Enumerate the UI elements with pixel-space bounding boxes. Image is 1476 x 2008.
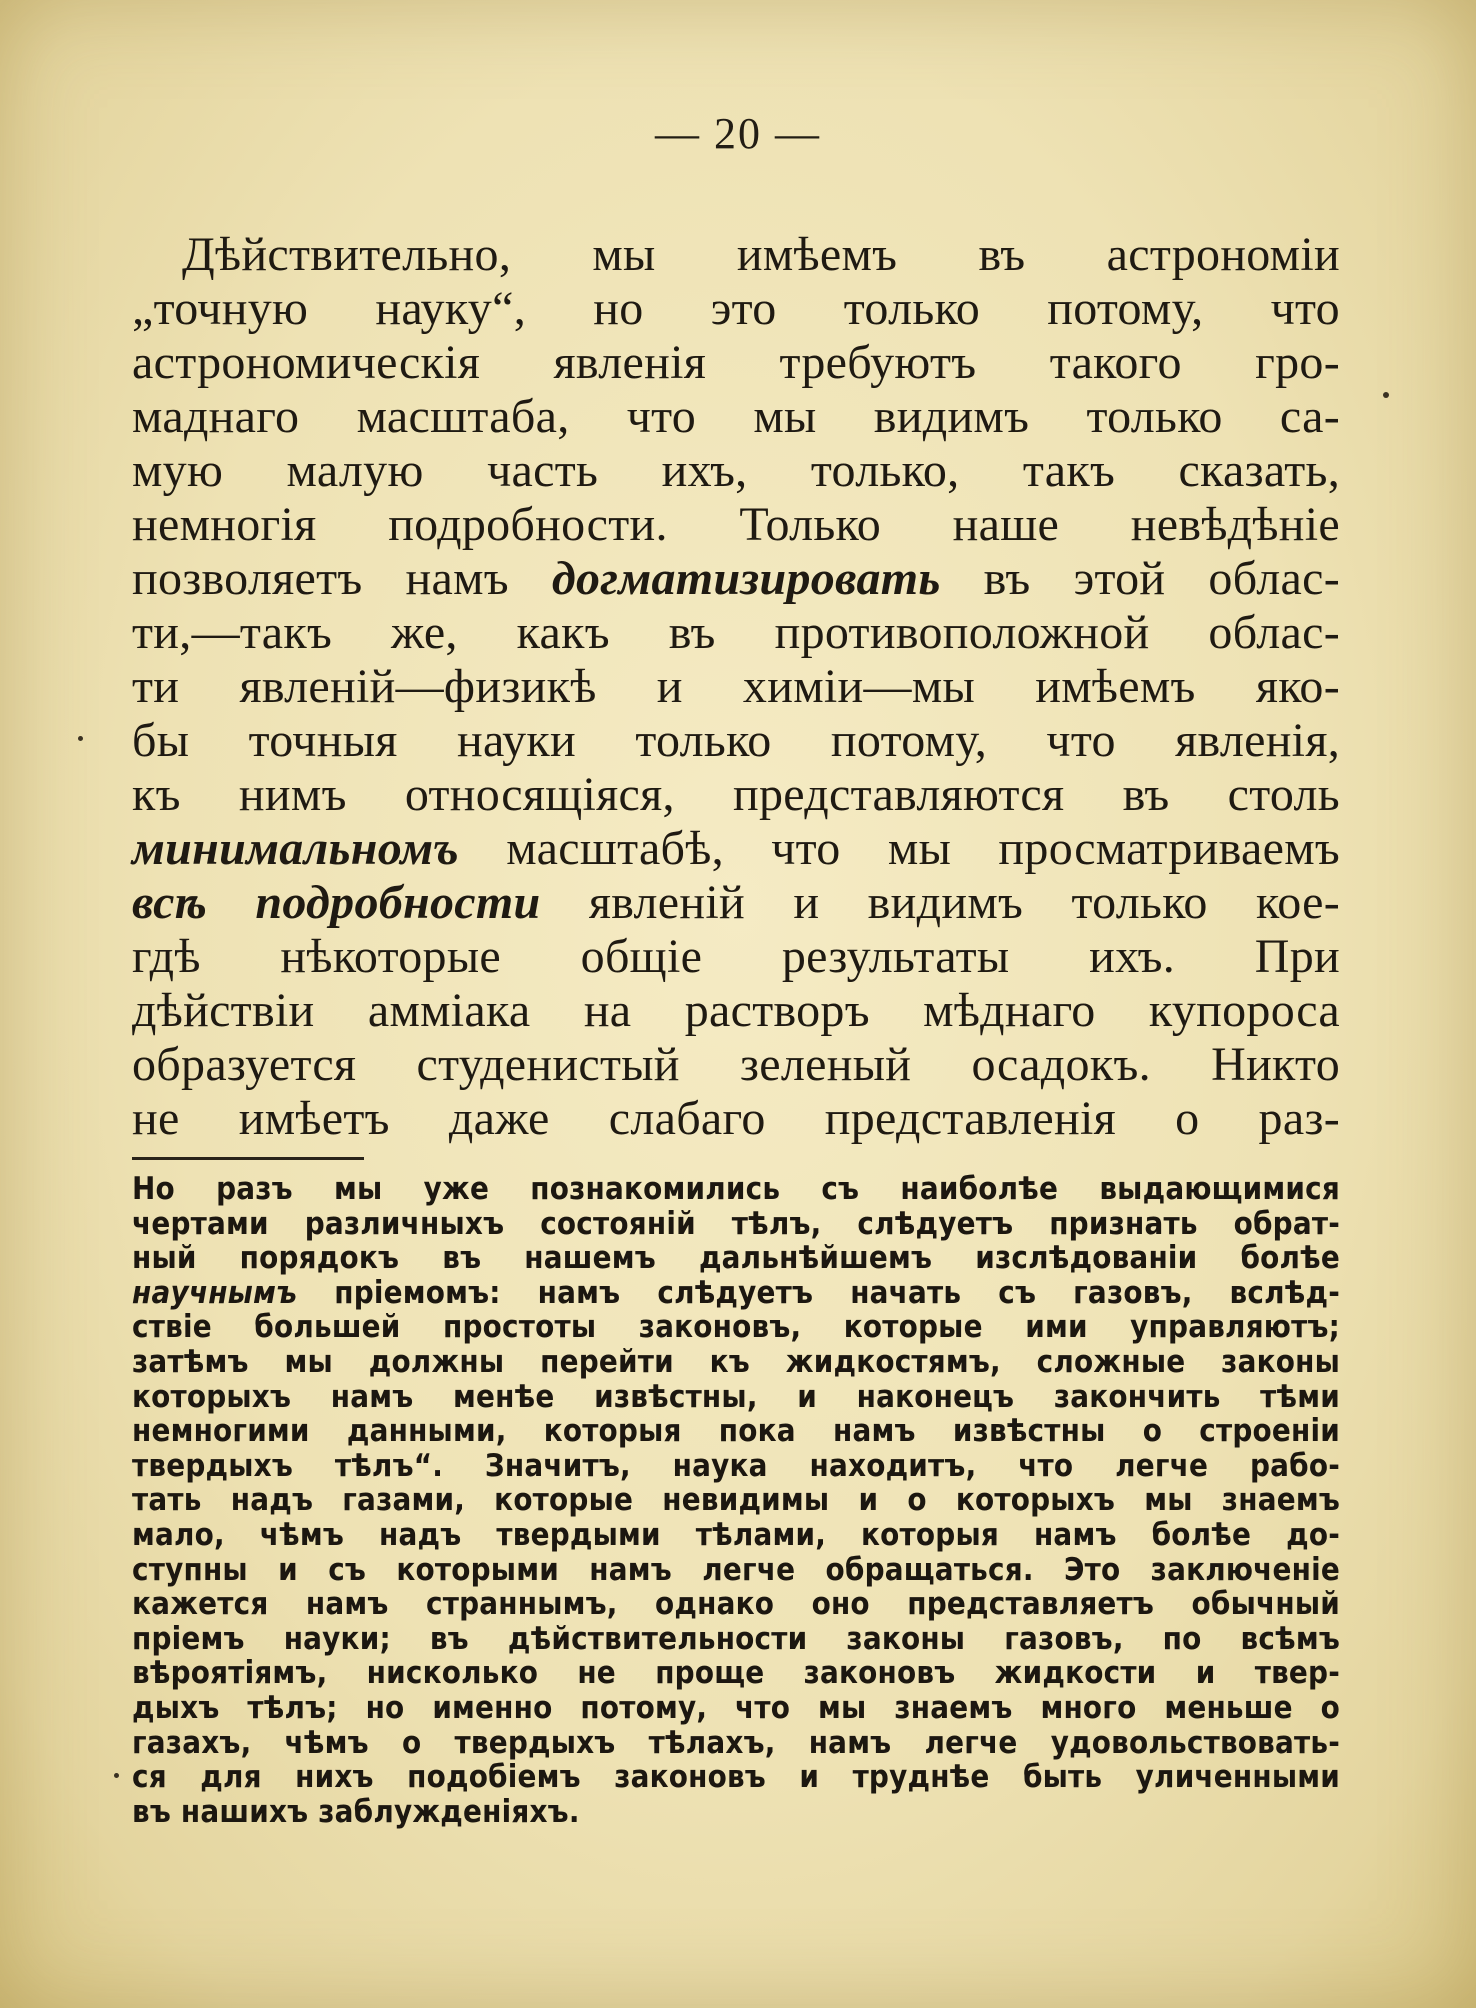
footnote-line: затѣмъ мы должны перейти къ жидкостямъ, сложные законы [132, 1343, 1340, 1380]
footnote-line: газахъ, чѣмъ о твердыхъ тѣлахъ, намъ легче удовольствовать- [132, 1724, 1340, 1761]
text-line: мую малую часть ихъ, только, такъ сказать, [132, 444, 1340, 497]
footnote-line: которыхъ намъ менѣе извѣстны, и наконецъ закончить тѣми [132, 1378, 1340, 1415]
main-text-body [132, 228, 1340, 1146]
text-line: образуется студенистый зеленый осадокъ. Никто [132, 1038, 1340, 1091]
footnote-line: пріемъ науки; въ дѣйствительности законы газовъ, по всѣмъ [132, 1620, 1340, 1657]
emphasized-text: минимальномъ [132, 822, 459, 875]
text-line: маднаго масштаба, что мы видимъ только са- [132, 390, 1340, 443]
text-line: дѣйствіи амміака на растворъ мѣднаго купороса [132, 984, 1340, 1037]
text-line: минимальномъ масштабѣ, что мы просматриваемъ [132, 822, 1340, 875]
footnote-line: ступны и съ которыми намъ легче обращаться. Это заключеніе [132, 1551, 1340, 1588]
text-line: позволяетъ намъ догматизировать въ этой облас- [132, 552, 1340, 605]
text-line: немногія подробности. Только наше невѣдѣніе [132, 498, 1340, 551]
text-line: „точную науку“, но это только потому, что [132, 282, 1340, 335]
footnote-line: ся для нихъ подобіемъ законовъ и труднѣе быть уличенными [132, 1759, 1340, 1796]
footnote-line: тать надъ газами, которые невидимы и о которыхъ мы знаемъ [132, 1482, 1340, 1519]
footnote-line: вѣроятіямъ, нисколько не проще законовъ жидкости и твер- [132, 1655, 1340, 1692]
emphasized-text: научнымъ [132, 1274, 298, 1311]
footnote-line: ный порядокъ въ нашемъ дальнѣйшемъ изслѣдованіи болѣе [132, 1240, 1340, 1277]
footnote [132, 1172, 1340, 1829]
footnote-line: мало, чѣмъ надъ твердыми тѣлами, которыя намъ болѣе до- [132, 1516, 1340, 1553]
footnote-line: научнымъ пріемомъ: намъ слѣдуетъ начать съ газовъ, вслѣд- [132, 1274, 1340, 1311]
text-line: гдѣ нѣкоторые общіе результаты ихъ. При [132, 930, 1340, 983]
paper-speck [78, 736, 83, 741]
footnote-line: въ нашихъ заблужденіяхъ. [132, 1793, 580, 1830]
text-line: астрономическія явленія требуютъ такого гро- [132, 336, 1340, 389]
text-line: ти явленій—физикѣ и химіи—мы имѣемъ яко- [132, 660, 1340, 713]
emphasized-text: догматизировать [551, 552, 941, 605]
footnote-line: дыхъ тѣлъ; но именно потому, что мы знаемъ много меньше о [132, 1689, 1340, 1726]
page-number: — 20 — [655, 109, 821, 158]
text-line: не имѣетъ даже слабаго представленія о раз- [132, 1092, 1340, 1145]
footnote-line: немногими данными, которыя пока намъ извѣстны о строеніи [132, 1413, 1340, 1450]
footnote-line: твердыхъ тѣлъ“. Значитъ, наука находитъ, что легче рабо- [132, 1447, 1340, 1484]
footnote-line: кажется намъ страннымъ, однако оно представляетъ обычный [132, 1586, 1340, 1623]
paper-speck [1383, 392, 1389, 398]
emphasized-text: всѣ подробности [132, 876, 541, 929]
text-line: всѣ подробности явленій и видимъ только кое- [132, 876, 1340, 929]
text-line: бы точныя науки только потому, что явленія, [132, 714, 1340, 767]
text-line: ти,—такъ же, какъ въ противоположной облас- [132, 606, 1340, 659]
footnote-line: ствіе большей простоты законовъ, которые ими управляютъ; [132, 1309, 1340, 1346]
footnote-line: Но разъ мы уже познакомились съ наиболѣе выдающимися [132, 1171, 1340, 1207]
text-line: Дѣйствительно, мы имѣемъ въ астрономіи [182, 228, 1340, 281]
footnote-separator [132, 1157, 364, 1160]
paper-speck [114, 1773, 119, 1778]
footnote-line: чертами различныхъ состояній тѣлъ, слѣдуетъ признать обрат- [132, 1205, 1340, 1242]
text-line: къ нимъ относящіяся, представляются въ столь [132, 768, 1340, 821]
